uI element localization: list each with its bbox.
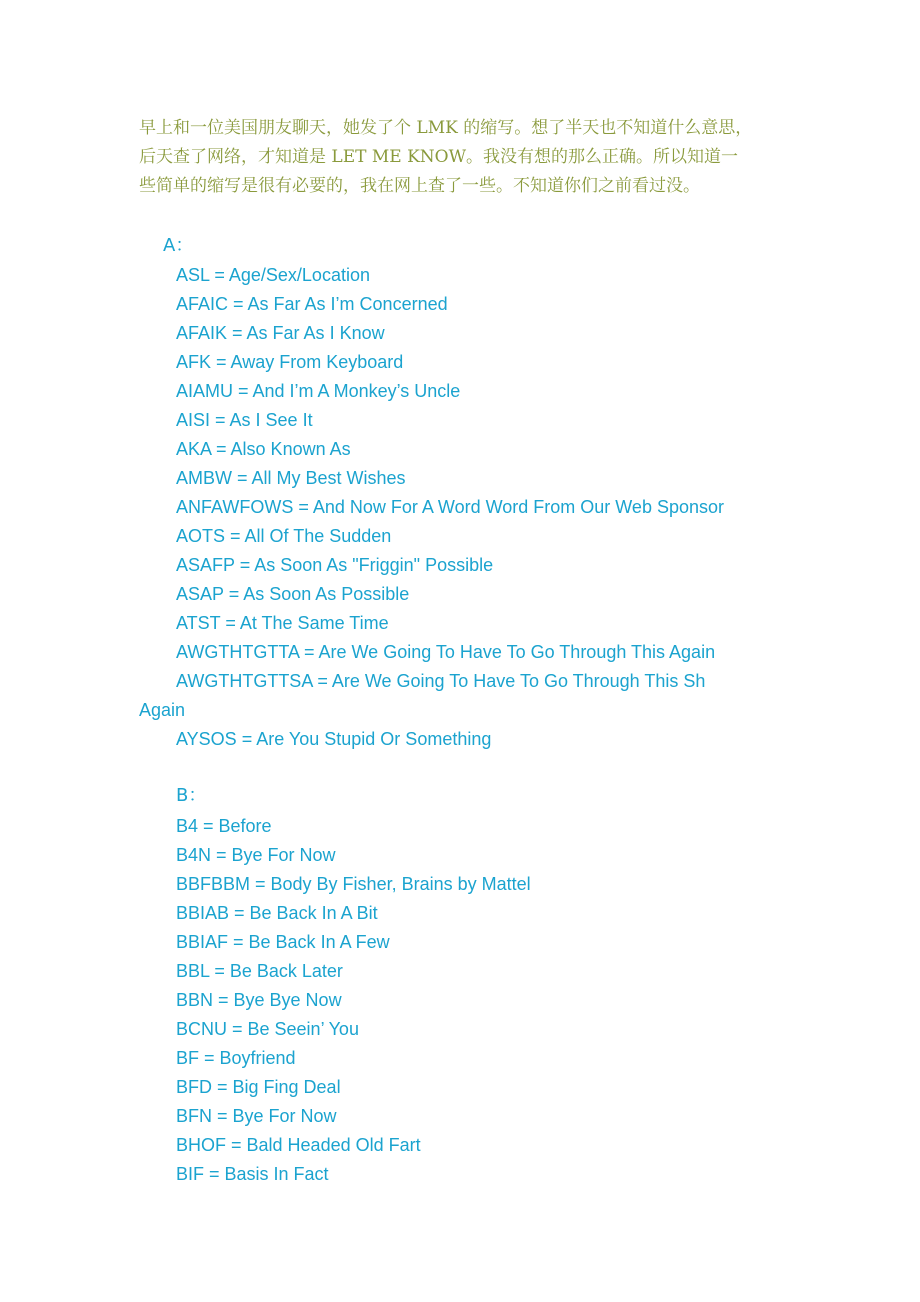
- list-item: BBL = Be Back Later: [176, 961, 343, 981]
- list-item: ASL = Age/Sex/Location: [176, 265, 370, 285]
- list-item-continuation: Again: [139, 700, 186, 720]
- list-item: AWGTHTGTTA = Are We Going To Have To Go Through This Again: [176, 642, 716, 662]
- list-item: BF = Boyfriend: [176, 1048, 296, 1068]
- list-item: AWGTHTGTTSA = Are We Going To Have To Go Through This Sh: [176, 671, 706, 691]
- list-item: BBIAB = Be Back In A Bit: [176, 903, 378, 923]
- list-item: BBFBBM = Body By Fisher, Brains by Mattel: [176, 874, 531, 894]
- section-b-heading: B：: [176, 785, 207, 806]
- intro-line: 后天查了网络，才知道是 LET ME KNOW。我没有想的那么正确。所以知道一: [139, 147, 739, 167]
- list-item: AFK = Away From Keyboard: [176, 352, 404, 372]
- list-item: B4 = Before: [176, 816, 272, 836]
- list-item: AOTS = All Of The Sudden: [176, 526, 392, 546]
- list-item: AFAIK = As Far As I Know: [176, 323, 385, 343]
- list-item: BIF = Basis In Fact: [176, 1164, 329, 1184]
- list-item: AMBW = All My Best Wishes: [176, 468, 406, 488]
- list-item: AISI = As I See It: [176, 410, 313, 430]
- list-item: ANFAWFOWS = And Now For A Word Word From Our Web Sponsor: [176, 497, 724, 517]
- list-item: BFD = Big Fing Deal: [176, 1077, 341, 1097]
- intro-paragraph: [139, 114, 809, 201]
- intro-line: 早上和一位美国朋友聊天，她发了个 LMK 的缩写。想了半天也不知道什么意思，: [139, 118, 753, 138]
- list-item: AIAMU = And I’m A Monkey’s Uncle: [176, 381, 461, 401]
- list-item: B4N = Bye For Now: [176, 845, 336, 865]
- intro-line: 些简单的缩写是很有必要的，我在网上查了一些。不知道你们之前看过没。: [139, 176, 700, 196]
- list-item: BFN = Bye For Now: [176, 1106, 337, 1126]
- list-item: ATST = At The Same Time: [176, 613, 389, 633]
- list-item: ASAP = As Soon As Possible: [176, 584, 410, 604]
- section-a-heading: A：: [163, 235, 194, 256]
- list-item: BHOF = Bald Headed Old Fart: [176, 1135, 421, 1155]
- list-item: BCNU = Be Seein’ You: [176, 1019, 359, 1039]
- list-item: BBN = Bye Bye Now: [176, 990, 342, 1010]
- list-item: AFAIC = As Far As I’m Concerned: [176, 294, 448, 314]
- list-item: AKA = Also Known As: [176, 439, 351, 459]
- list-item: BBIAF = Be Back In A Few: [176, 932, 390, 952]
- list-item: AYSOS = Are You Stupid Or Something: [176, 729, 492, 749]
- list-item: ASAFP = As Soon As "Friggin" Possible: [176, 555, 494, 575]
